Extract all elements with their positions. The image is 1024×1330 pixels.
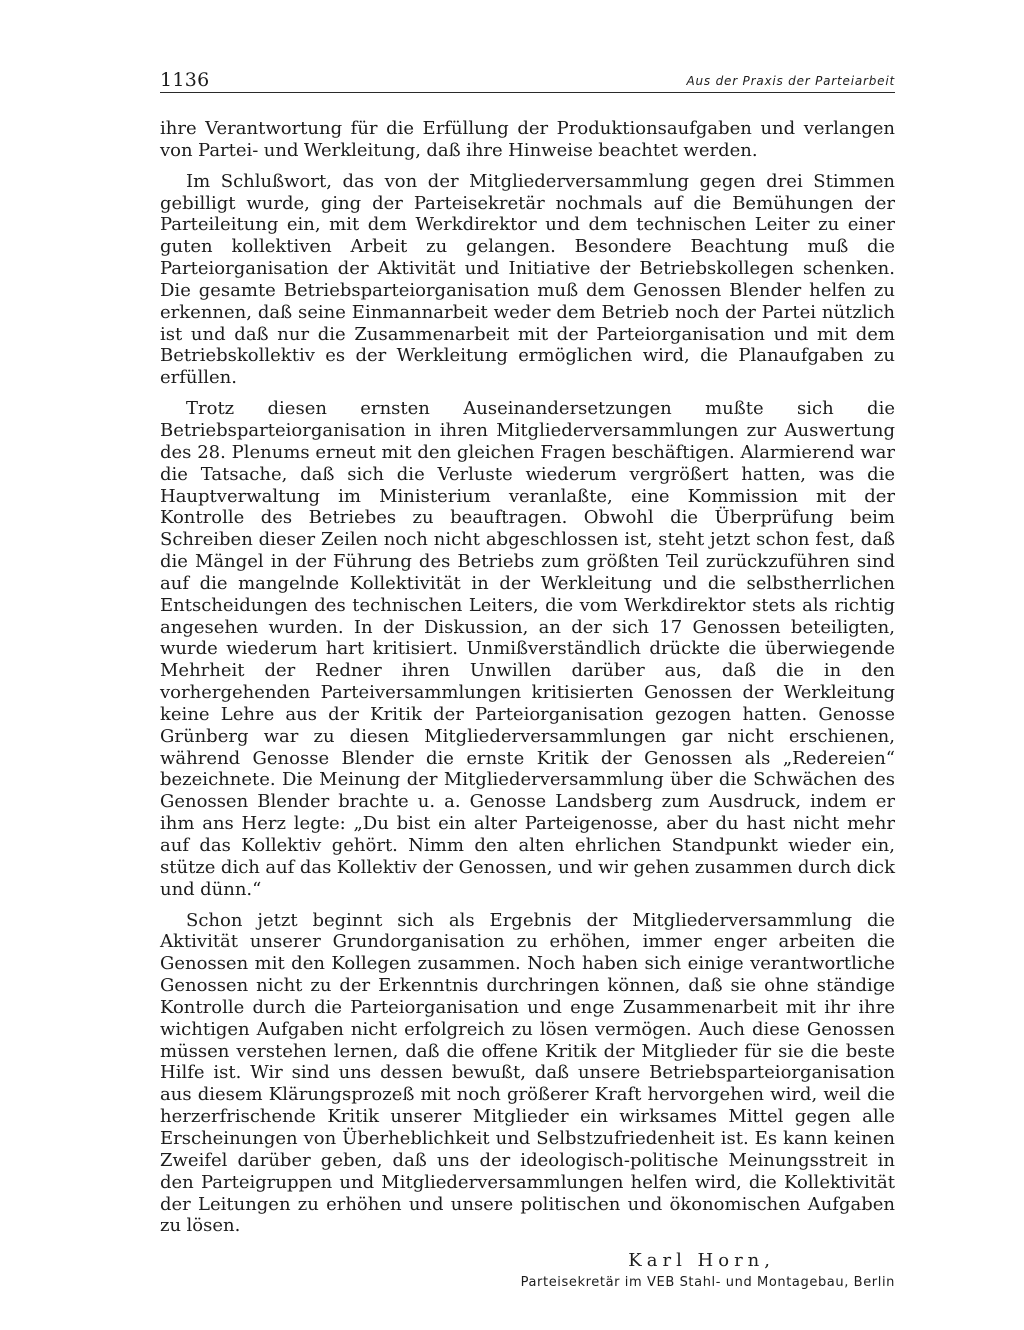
paragraph: Trotz diesen ernsten Auseinandersetzungen mußte sich die Betriebsparteiorganisation in ihren Mitgliederversammlungen zur Auswertung des 28. Plenums erneut mit den gleichen Fragen beschäftigen. Alarmierend war die Tatsache, daß sich die Verluste wiederum vergrößert hatten, was die Hauptverwaltung im Ministerium veranlaßte, eine Kommission mit der Kontrolle des Betriebes zu beauftragen. Obwohl die Überprüfung beim Schreiben dieser Zeilen noch nicht abgeschlossen ist, steht jetzt schon fest, daß die Mängel in der Führung des Betriebs zum größten Teil zurückzuführen sind auf die mangelnde Kollektivität in der Werkleitung und die selbstherrlichen Entscheidungen des technischen Leiters, die vom Werkdirektor stets als richtig angesehen wurden. In der Diskussion, an der sich 17 Genossen beteiligten, wurde wiederum hart kritisiert. Unmißverständlich drückte die überwiegende Mehrheit der Redner ihren Unwillen darüber aus, daß die in den vorhergehenden Parteiversammlungen kritisierten Genossen der Werkleitung keine Lehre aus der Kritik der Parteiorganisation gezogen hatten. Genosse Grünberg war zu diesen Mitgliederversammlungen gar nicht erschienen, während Genosse Blender die ernste Kritik der Genossen als „Redereien“ bezeichnete. Die Meinung der Mitgliederversammlung über die Schwächen des Genossen Blender brachte u. a. Genosse Landsberg zum Ausdruck, indem er ihm ans Herz legte: „Du bist ein alter Parteigenosse, aber du hast nicht mehr auf das Kollektiv gehört. Nimm den alten ehrlichen Standpunkt wieder ein, stütze dich auf das Kollektiv der Genossen, und wir gehen zusammen durch dick und dünn.“ (160, 398, 895, 900)
page-header (160, 62, 895, 93)
author-name: Karl Horn, (628, 1250, 775, 1272)
article-body (160, 118, 895, 1237)
signature-block (160, 1249, 895, 1293)
paragraph: Schon jetzt beginnt sich als Ergebnis der Mitgliederversammlung die Aktivität unserer Grundorganisation zu erhöhen, immer enger arbeiten die Genossen mit den Kollegen zusammen. Noch haben sich einige verantwortliche Genossen nicht zu der Erkenntnis durchringen können, daß sie ohne ständige Kontrolle durch die Parteiorganisation und enge Zusammenarbeit mit ihr ihre wichtigen Aufgaben nicht erfolgreich zu lösen vermögen. Auch diese Genossen müssen verstehen lernen, daß die offene Kritik der Mitglieder für sie die beste Hilfe ist. Wir sind uns dessen bewußt, daß unsere Betriebsparteiorganisation aus diesem Klärungsprozeß mit noch größerer Kraft hervorgehen wird, weil die herzerfrischende Kritik unserer Mitglieder ein wirksames Mittel gegen alle Erscheinungen von Überheblichkeit und Selbstzufriedenheit ist. Es kann keinen Zweifel darüber geben, daß uns der ideologisch-politische Meinungsstreit in den Parteigruppen und Mitgliederversammlungen helfen wird, die Kollektivität der Leitungen zu erhöhen und unsere politischen und ökonomischen Aufgaben zu lösen. (160, 909, 895, 1237)
page-number: 1136 (160, 69, 210, 91)
document-page (160, 62, 895, 1293)
author-role: Parteisekretär im VEB Stahl- und Montagebau, Berlin (520, 1275, 895, 1291)
paragraph: Im Schlußwort, das von der Mitgliederversammlung gegen drei Stimmen gebilligt wurde, ging der Parteisekretär nochmals auf die Bemühungen der Parteileitung ein, mit dem Werkdirektor und dem technischen Leiter zu einer guten kollektiven Arbeit zu gelangen. Besondere Beachtung muß die Parteiorganisation der Aktivität und Initiative der Betriebskollegen schenken. Die gesamte Betriebsparteiorganisation muß dem Genossen Blender helfen zu erkennen, daß seine Einmannarbeit weder dem Betrieb noch der Partei nützlich ist und daß nur die Zusammenarbeit mit der Parteiorganisation und mit dem Betriebskollektiv es der Werkleitung ermöglichen wird, die Planaufgaben zu erfüllen. (160, 170, 895, 389)
paragraph-continuation: ihre Verantwortung für die Erfüllung der Produktionsaufgaben und verlangen von Partei- und Werkleitung, daß ihre Hinweise beachtet werden. (160, 118, 895, 161)
running-head: Aus der Praxis der Parteiarbeit (686, 74, 895, 88)
